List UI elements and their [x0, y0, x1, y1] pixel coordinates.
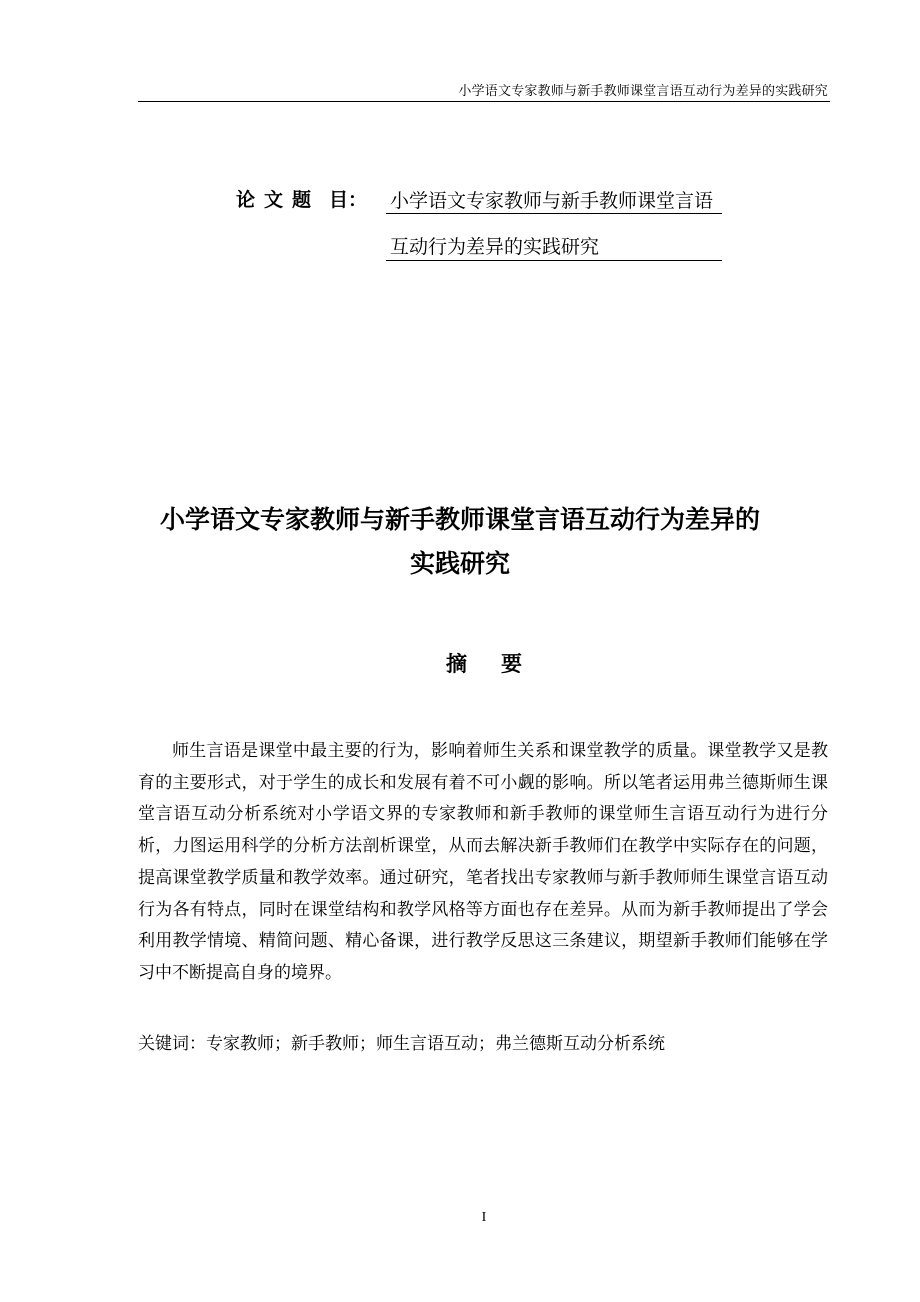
- main-title-line-1: 小学语文专家教师与新手教师课堂言语互动行为差异的: [159, 505, 760, 534]
- abstract-heading: [0, 648, 920, 678]
- thesis-title-line-2: 互动行为差异的实践研究: [390, 236, 600, 258]
- main-title: [0, 498, 920, 586]
- thesis-title-line-1: 小学语文专家教师与新手教师课堂言语: [390, 190, 714, 212]
- keywords-label: 关键词：: [138, 1034, 206, 1054]
- thesis-label-char: 文: [264, 189, 284, 211]
- header-rule: [138, 101, 830, 102]
- thesis-title-label: [236, 185, 367, 212]
- abstract-body: 师生言语是课堂中最主要的行为，影响着师生关系和课堂教学的质量。课堂教学又是教育的主要形式，对于学生的成长和发展有着不可小觑的影响。所以笔者运用弗兰德斯师生课堂言语互动分析系统对小学语文界的专家教师和新手教师的课堂师生言语互动行为进行分析，力图运用科学的分析方法剖析课堂，从而去解决新手教师们在教学中实际存在的问题，提高课堂教学质量和教学效率。通过研究，笔者找出专家教师与新手教师师生课堂言语互动行为各有特点，同时在课堂结构和教学风格等方面也存在差异。从而为新手教师提出了学会利用教学情境、精简问题、精心备课，进行教学反思这三条建议，期望新手教师们能够在学习中不断提高自身的境界。: [138, 741, 828, 983]
- page-number: I: [481, 1210, 487, 1225]
- abstract-heading-char: 摘: [446, 652, 467, 676]
- abstract-heading-char: 要: [501, 652, 522, 676]
- thesis-label-char: 题: [292, 189, 312, 211]
- thesis-label-char: 论: [236, 189, 256, 211]
- main-title-line-2: 实践研究: [409, 549, 510, 578]
- keywords: [138, 1029, 665, 1054]
- thesis-title-underline-1: [386, 213, 722, 214]
- keywords-text: 专家教师；新手教师；师生言语互动；弗兰德斯互动分析系统: [206, 1034, 665, 1054]
- thesis-label-char: 目：: [329, 189, 368, 211]
- running-header: 小学语文专家教师与新手教师课堂言语互动行为差异的实践研究: [458, 84, 828, 99]
- thesis-title-underline-2: [386, 260, 722, 261]
